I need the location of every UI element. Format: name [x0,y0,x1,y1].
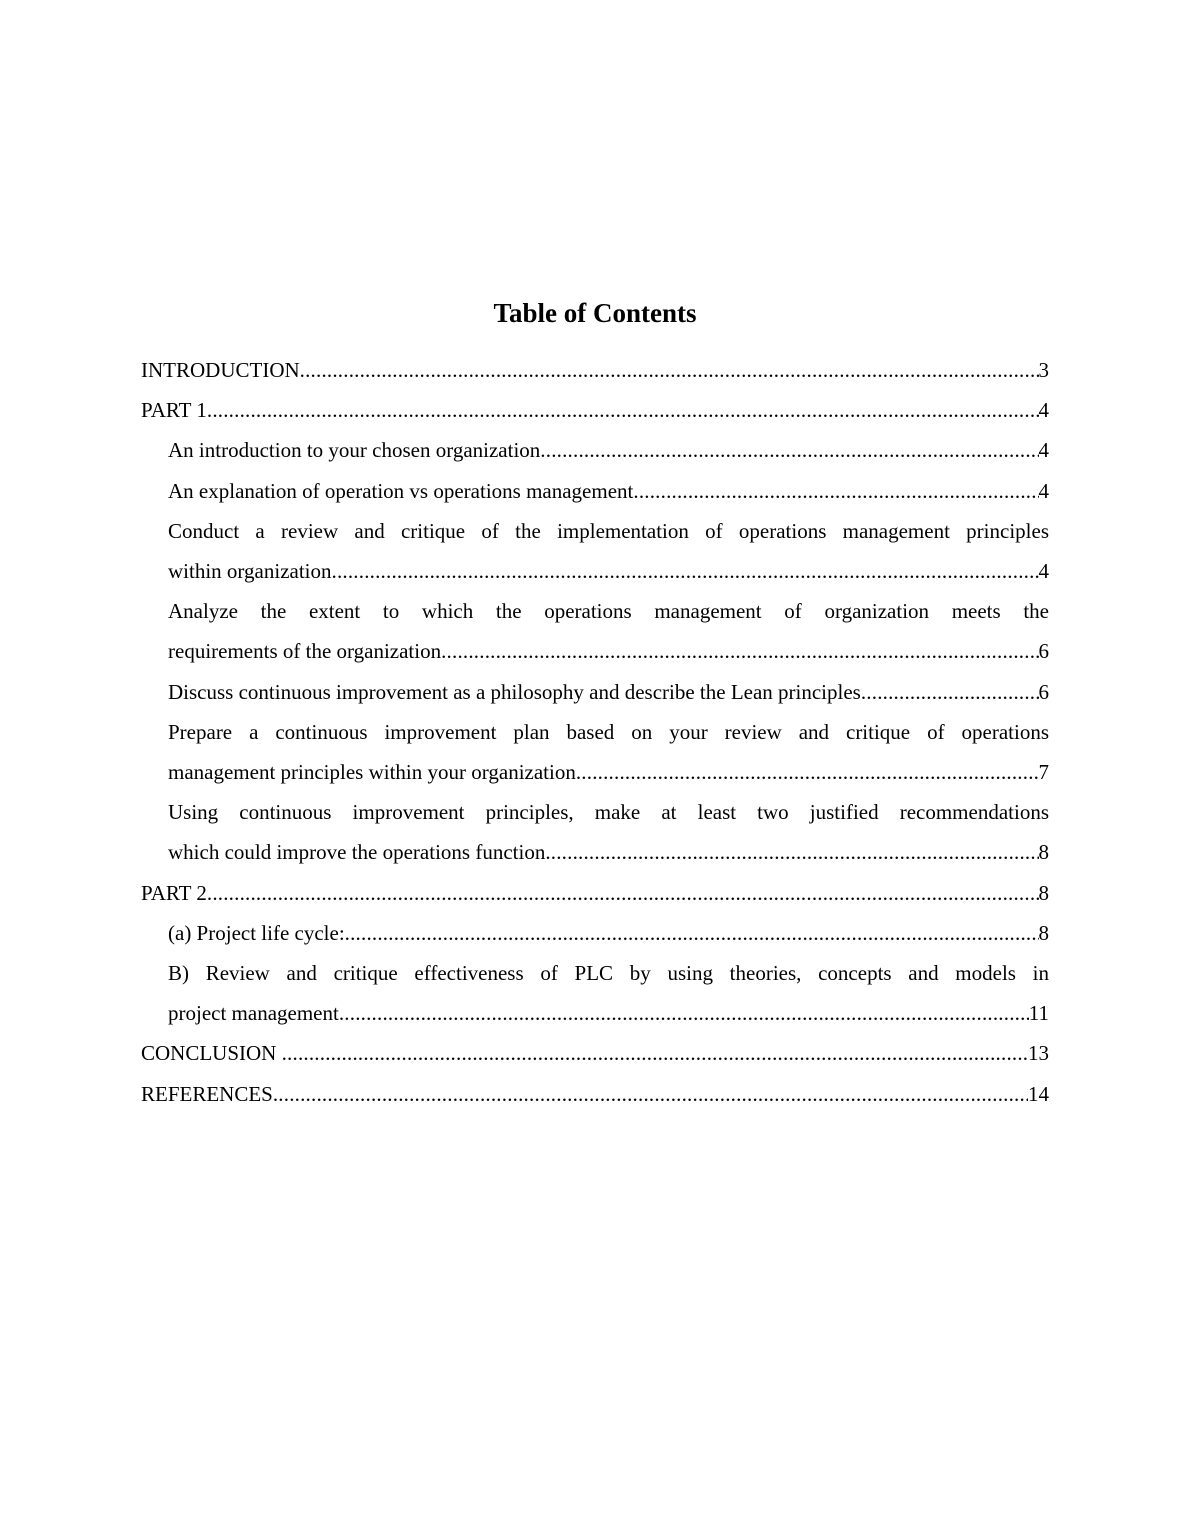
toc-entry-analyze-extent[interactable] [168,591,1049,671]
toc-entry-label: which could improve the operations function [168,840,546,865]
toc-page-number: 11 [1028,1001,1049,1026]
toc-entry-label: Discuss continuous improvement as a philosophy and describe the Lean principles [168,679,861,704]
toc-leader-dots [861,672,1039,712]
toc-entry-label: PART 1 [141,398,207,423]
toc-leader-dots [339,993,1029,1033]
toc-entry-label: management principles within your organization [168,760,576,785]
toc-entry-continuous-improvement-philosophy[interactable] [168,672,1049,712]
toc-entry-conclusion[interactable] [141,1033,1049,1073]
toc-leader-dots [345,913,1039,953]
toc-entry-label-first-line: Using continuous improvement principles, make at least two justified recommendations [168,800,1049,825]
toc-leader-dots [207,390,1039,430]
toc-entry-project-life-cycle[interactable] [168,913,1049,953]
toc-entry-label-first-line: Analyze the extent to which the operations management of organization meets the [168,599,1049,624]
toc-entry-part-1[interactable] [141,390,1049,430]
toc-page-number: 13 [1028,1041,1049,1066]
toc-entry-recommendations[interactable] [168,792,1049,872]
toc-page-number: 8 [1038,840,1049,865]
toc-leader-dots [633,471,1038,511]
toc-leader-dots [300,350,1039,390]
toc-entry-introduction-to-organization[interactable] [168,430,1049,470]
toc-entry-label: INTRODUCTION [141,358,300,382]
toc-entry-introduction[interactable] [141,350,1049,390]
toc-entry-label: An introduction to your chosen organization [168,438,541,463]
toc-leader-dots [545,832,1038,872]
toc-page-number: 8 [1038,880,1049,905]
toc-leader-dots [441,631,1038,671]
toc-page-number: 4 [1038,438,1049,463]
toc-entry-label: project management [168,1001,339,1026]
toc-page-number: 6 [1038,639,1049,664]
toc-entry-label-first-line: Conduct a review and critique of the implementation of operations management principles [168,518,1049,543]
toc-list [141,350,1049,1114]
toc-entry-label: within organization [168,559,332,584]
toc-entry-continuous-improvement-plan[interactable] [168,712,1049,792]
toc-page-number: 4 [1038,559,1049,584]
toc-leader-dots [273,1074,1028,1114]
toc-page-number: 4 [1038,398,1049,423]
toc-entry-operation-vs-operations-management[interactable] [168,471,1049,511]
toc-page-number: 4 [1038,478,1049,503]
toc-entry-review-plc-effectiveness[interactable] [168,953,1049,1033]
toc-page-number: 6 [1038,679,1049,704]
toc-leader-dots [282,1033,1028,1073]
toc-entry-label: (a) Project life cycle: [168,920,345,945]
toc-leader-dots [207,873,1039,913]
toc-entry-part-2[interactable] [141,873,1049,913]
toc-entry-label-first-line: B) Review and critique effectiveness of PLC by using theories, concepts and models in [168,961,1049,986]
toc-leader-dots [332,551,1039,591]
toc-entry-label: An explanation of operation vs operations management [168,478,634,503]
toc-page-number: 3 [1038,358,1049,382]
toc-entry-label: CONCLUSION [141,1041,282,1066]
toc-page-number: 7 [1038,760,1049,785]
toc-page-number: 8 [1038,920,1049,945]
toc-entry-label-first-line: Prepare a continuous improvement plan based on your review and critique of operations [168,719,1049,744]
toc-leader-dots [540,430,1038,470]
toc-page-number: 14 [1028,1081,1049,1106]
toc-entry-label: REFERENCES [141,1081,273,1106]
toc-entry-review-and-critique[interactable] [168,511,1049,591]
toc-entry-references[interactable] [141,1074,1049,1114]
toc-entry-label: requirements of the organization [168,639,442,664]
toc-entry-label: PART 2 [141,880,207,905]
page-title: Table of Contents [493,298,697,328]
toc-leader-dots [576,752,1039,792]
